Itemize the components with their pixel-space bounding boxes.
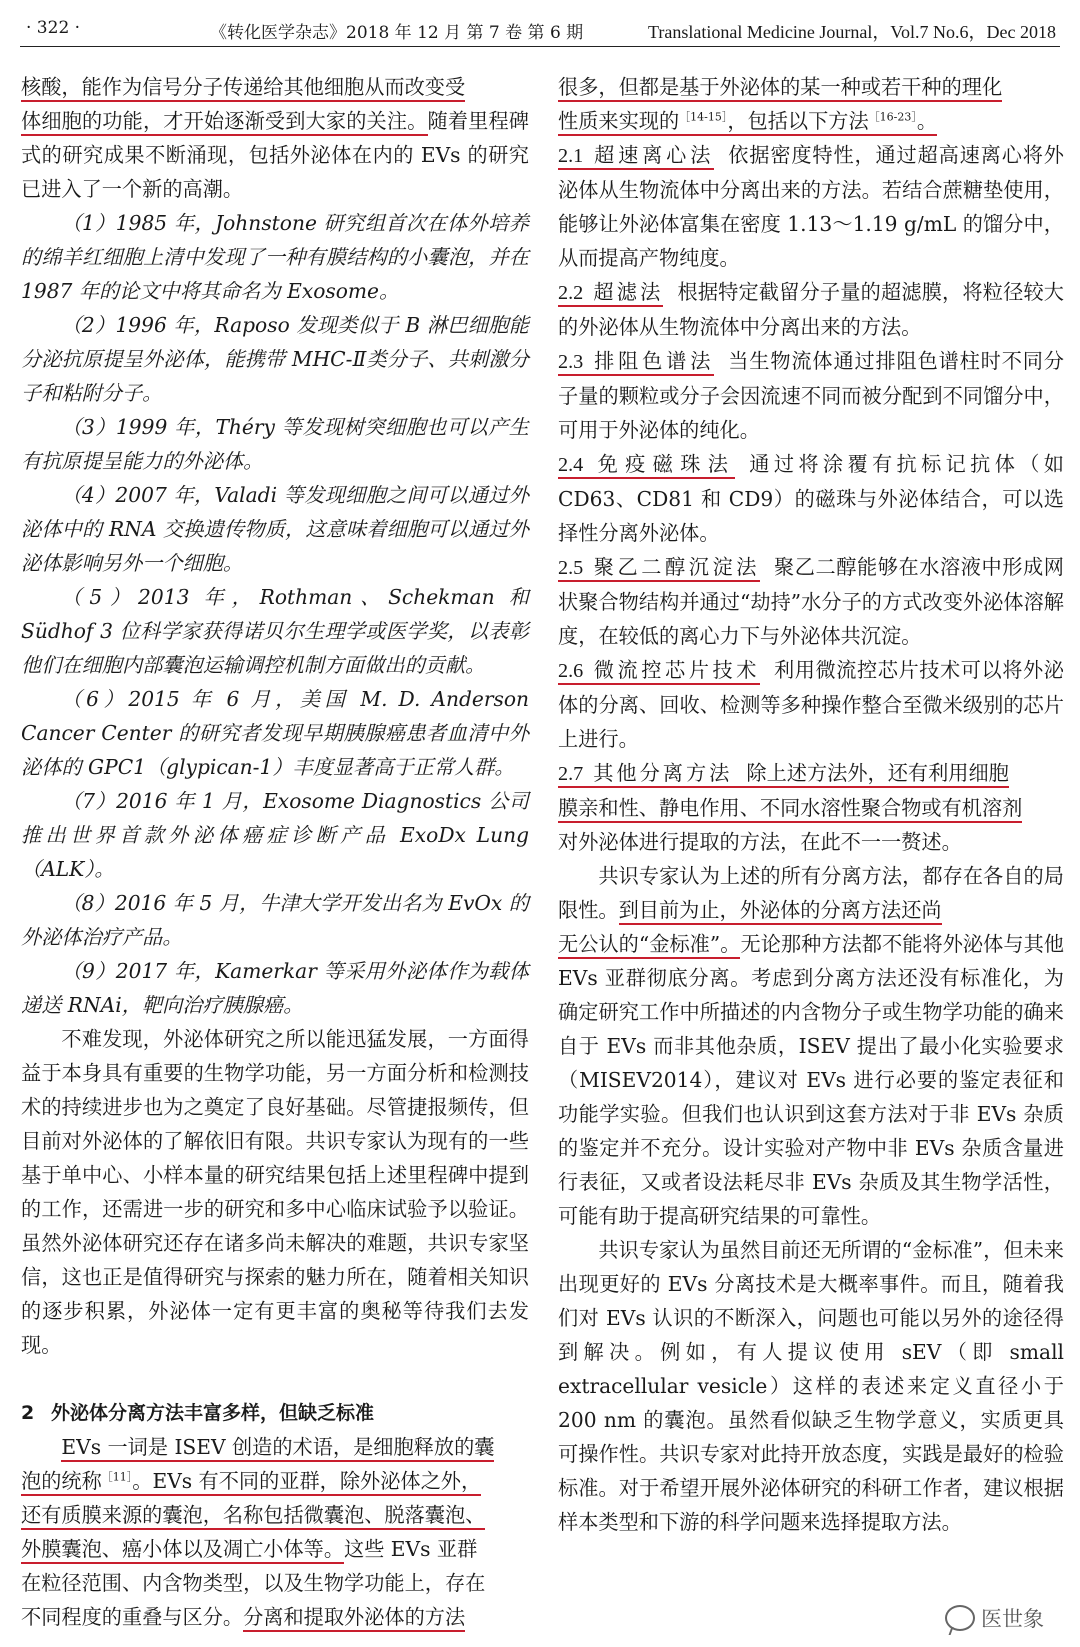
milestone-5: （5）2013 年，Rothman、Schekman 和 Südhof 3 位科学家获得诺贝尔生理学或医学奖，以表彰他们在细胞内部囊泡运输调控机制方面做出的贡献。 bbox=[21, 585, 529, 677]
section-title: 外泌体分离方法丰富多样，但缺乏标准 bbox=[51, 1402, 375, 1424]
page-number: · 322 · bbox=[26, 18, 81, 38]
methods-intro: 很多，但都是基于外泌体的某一种或若干种的理化 性质来实现的$^{[14-15]}$，包括以下方法$^{[16-23]}$。 bbox=[558, 70, 1064, 138]
milestone-6: （6）2015 年 6 月，美国 M. D. Anderson Cancer Center 的研究者发现早期胰腺癌患者血清中外泌体的 GPC1（glypican-1）丰度显著高于正常人群。 bbox=[21, 687, 529, 779]
milestone-7: （7）2016 年 1 月，Exosome Diagnostics 公司推出世界首款外泌体癌症诊断产品 ExoDx Lung（ALK）。 bbox=[21, 789, 529, 881]
watermark bbox=[945, 1600, 1075, 1636]
method-2-1: 2.1 超速离心法 依据密度特性，通过超高速离心将外泌体从生物流体中分离出来的方法。若结合蔗糖垫使用，能够让外泌体富集在密度 1.13～1.19 g/mL 的馏分中，从而提高产物纯度。 bbox=[558, 143, 1064, 270]
watermark-text: 医世象 bbox=[981, 1607, 1044, 1631]
milestone-9: （9）2017 年，Kamerkar 等采用外泌体作为载体递送 RNAi，靶向治疗胰腺癌。 bbox=[21, 959, 529, 1017]
milestone-4: （4）2007 年，Valadi 等发现细胞之间可以通过外泌体中的 RNA 交换遗传物质，这意味着细胞可以通过外泌体影响另外一个细胞。 bbox=[21, 483, 529, 575]
method-2-3: 2.3 排阻色谱法 当生物流体通过排阻色谱柱时不同分子量的颗粒或分子会因流速不同而被分配到不同馏分中，可用于外泌体的纯化。 bbox=[558, 349, 1064, 442]
section-gap bbox=[21, 1362, 529, 1396]
wechat-icon bbox=[945, 1605, 975, 1631]
highlighted-text: 核酸，能作为信号分子传递给其他细胞从而改变受 bbox=[21, 75, 465, 102]
method-2-2: 2.2 超滤法 根据特定截留分子量的超滤膜，将粒径较大的外泌体从生物流体中分离出来的方法。 bbox=[558, 280, 1064, 339]
journal-title-cn: 《转化医学杂志》2018 年 12 月 第 7 卷 第 6 期 bbox=[210, 23, 584, 43]
journal-title-en: Translational Medicine Journal，Vol.7 No.6，Dec 2018 bbox=[648, 22, 1056, 42]
summary-paragraph: 不难发现，外泌体研究之所以能迅猛发展，一方面得益于本身具有重要的生物学功能，另一方面分析和检测技术的持续进步也为之奠定了良好基础。尽管捷报频传，但目前对外泌体的了解依旧有限。共识专家认为现有的一些基于单中心、小样本量的研究结果包括上述里程碑中提到的工作，还需进一步的研究和多中心临床试验予以验证。虽然外泌体研究还存在诸多尚未解决的难题，共识专家坚信，这也正是值得研究与探索的魅力所在，随着相关知识的逐步积累，外泌体一定有更丰富的奥秘等待我们去发现。 bbox=[21, 1027, 529, 1357]
section-2-heading bbox=[21, 1396, 529, 1430]
citation: ［11］ bbox=[101, 1470, 133, 1484]
left-column bbox=[21, 70, 529, 1634]
highlighted-text: 体细胞的功能，才开始逐渐受到大家的关注。 bbox=[21, 109, 428, 136]
consensus-paragraph-1: 共识专家认为上述的所有分离方法，都存在各自的局限性。到目前为止，外泌体的分离方法还尚 无公认的“金标准”。无论那种方法都不能将外泌体与其他 EVs 亚群彻底分离。考虑到分离方法还没有标准化，为确定研究工作中所描述的内含物分子或生物学功能的确来自于 EVs 而非其他杂质，ISEV 提出了最小化实验要求（MISEV2014），建议对 EVs 进行必要的鉴定表征和功能学实验。但我们也认识到这套方法对于非 EVs 杂质的鉴定并不充分。设计实验对产物中非 EVs 杂质含量进行表征，又或者设法耗尽非 EVs 杂质及其生物学活性，可能有助于提高研究结果的可靠性。 bbox=[558, 864, 1064, 1228]
method-2-4: 2.4 免疫磁珠法 通过将涂覆有抗标记抗体（如 CD63、CD81 和 CD9）的磁珠与外泌体结合，可以选择性分离外泌体。 bbox=[558, 452, 1064, 545]
milestone-8: （8）2016 年 5 月，牛津大学开发出名为 EvOx 的外泌体治疗产品。 bbox=[21, 891, 529, 949]
milestone-3: （3）1999 年，Théry 等发现树突细胞也可以产生有抗原提呈能力的外泌体。 bbox=[21, 415, 529, 473]
intro-paragraph: 核酸，能作为信号分子传递给其他细胞从而改变受 体细胞的功能，才开始逐渐受到大家的关注。随着里程碑式的研究成果不断涌现，包括外泌体在内的 EVs 的研究已进入了一个新的高潮。 bbox=[21, 75, 529, 201]
method-2-7: 2.7 其他分离方法 除上述方法外，还有利用细胞 膜亲和性、静电作用、不同水溶性聚合物或有机溶剂 对外泌体进行提取的方法，在此不一一赘述。 bbox=[558, 761, 1023, 854]
consensus-paragraph-2: 共识专家认为虽然目前还无所谓的“金标准”，但未来出现更好的 EVs 分离技术是大概率事件。而且，随着我们对 EVs 认识的不断深入，问题也可能以另外的途径得到解决。例如，有人提议使用 sEV（即 small extracellular vesicle）这样的表述来定义直径小于 200 nm 的囊泡。虽然看似缺乏生物学意义，实质更具可操作性。共识专家对此持开放态度，实践是最好的检验标准。对于希望开展外泌体研究的科研工作者，建议根据样本类型和下游的科学问题来选择提取方法。 bbox=[558, 1238, 1064, 1534]
milestone-1: （1）1985 年，Johnstone 研究组首次在体外培养的绵羊红细胞上清中发现了一种有膜结构的小囊泡，并在 1987 年的论文中将其命名为 Exosome。 bbox=[21, 211, 529, 303]
right-column bbox=[558, 70, 1064, 1539]
citation: ［14-15］ bbox=[679, 110, 728, 124]
method-2-5: 2.5 聚乙二醇沉淀法 聚乙二醇能够在水溶液中形成网状聚合物结构并通过“劫持”水分子的方式改变外泌体溶解度，在较低的离心力下与外泌体共沉淀。 bbox=[558, 555, 1064, 648]
milestone-2: （2）1996 年，Raposo 发现类似于 B 淋巴细胞能分泌抗原提呈外泌体，能携带 MHC-Ⅱ类分子、共刺激分子和粘附分子。 bbox=[21, 313, 529, 405]
running-header bbox=[20, 12, 1060, 47]
citation: ［16-23］ bbox=[868, 110, 917, 124]
section-number: 2 bbox=[21, 1402, 35, 1424]
method-2-6: 2.6 微流控芯片技术 利用微流控芯片技术可以将外泌体的分离、回收、检测等多种操作整合至微米级别的芯片上进行。 bbox=[558, 658, 1064, 751]
section-2-paragraph: EVs 一词是 ISEV 创造的术语，是细胞释放的囊 泡的统称$^{[11]}$。EVs 有不同的亚群，除外泌体之外， 还有质膜来源的囊泡，名称包括微囊泡、脱落囊泡、 外膜囊泡、癌小体以及凋亡小体等。这些 EVs 亚群 在粒径范围、内含物类型，以及生物学功能上，存在 不同程度的重叠与区分。分离和提取外泌体的方法 bbox=[21, 1430, 529, 1634]
